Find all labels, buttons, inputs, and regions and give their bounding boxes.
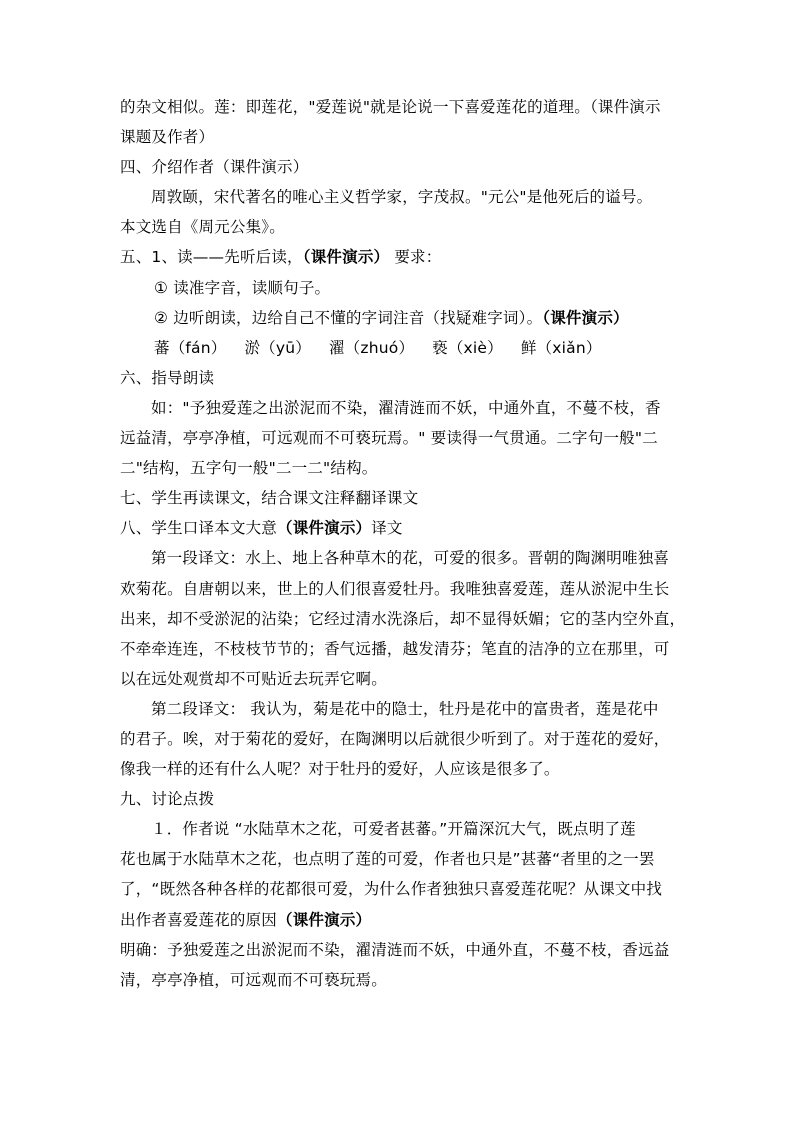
pinyin-word: 蕃（fán） [154,338,227,357]
pinyin-word: 亵（xiè） [432,338,503,357]
pinyin-word: 濯（zhuó） [328,338,415,357]
section-heading [120,242,676,272]
text-line: 周敦颐，宋代著名的唯心主义哲学家，字茂叔。"元公"是他死后的谥号。 [151,188,653,207]
heading-text: 要求： [389,248,442,267]
text-line: 如："予独爱莲之出淤泥而不染，濯清涟而不妖，中通外直，不蔓不枝，香 [151,398,661,417]
pinyin-word: 淤（yū） [244,338,311,357]
text-line: 明确：予独爱莲之出淤泥而不染，濯清涟而不妖，中通外直，不蔓不枝，香远益 [120,940,670,959]
text-line: 欢菊花。自唐朝以来，世上的人们很喜爱牡丹。我唯独喜爱莲，莲从淤泥中生长 [120,579,670,598]
heading-text: 译文 [371,519,403,538]
text-line: 的杂文相似。莲：即莲花，"爱莲说"就是论说一下喜爱莲花的道理。（课件演示 [120,98,661,116]
pinyin-row [120,333,676,363]
text-line: 第一段译文：水上、地上各种草木的花，可爱的很多。晋朝的陶渊明唯独喜 [151,549,670,568]
text-line: 了，“既然各种各样的花都很可爱，为什么作者独独只喜爱莲花呢？从课文中找 [120,880,663,899]
section-heading: 九、讨论点拨 [120,790,215,809]
text-line: 不牵牵连连，不枝枝节节的；香气远播，越发清芬；笔直的洁净的立在那里，可 [120,639,670,658]
text-line: 以在远处观赏却不可贴近去玩弄它啊。 [120,669,387,688]
list-item [120,303,676,333]
section-heading: 四、介绍作者（课件演示） [120,158,309,177]
text-line: 像我一样的还有什么人呢？对于牡丹的爱好，人应该是很多了。 [120,760,560,779]
heading-text: 八、学生口译本文大意 [120,519,278,538]
text-line: 的君子。唉，对于菊花的爱好，在陶渊明以后就很少听到了。对于莲花的爱好， [120,729,670,748]
courseware-tag: （课件演示） [277,519,372,538]
text-line: １．作者说 “水陆草木之花，可爱者甚蕃。”开篇深沉大气，既点明了莲 [151,820,636,839]
text-line: 课题及作者） [120,128,215,147]
courseware-tag: （课件演示） [542,308,629,327]
text-line: 本文选自《周元公集》。 [120,218,285,237]
text-line: 远益清，亭亭净植，可远观而不可亵玩焉。" 要读得一气贯通。二字句一般"二 [120,429,658,448]
text-line: 第二段译文： 我认为，菊是花中的隐士，牡丹是花中的富贵者，莲是花中 [151,699,659,718]
section-heading: 七、学生再读课文，结合课文注释翻译课文 [120,489,419,508]
text-line: 花也属于水陆草木之花，也点明了莲的可爱，作者也只是”甚蕃“者里的之一罢 [120,850,655,869]
courseware-tag: （课件演示） [277,910,372,929]
section-heading: 六、指导朗读 [120,368,215,387]
text-line: 二"结构，五字句一般"二一二"结构。 [120,459,378,478]
text-line: 清，亭亭净植，可远观而不可亵玩焉。 [120,970,387,989]
courseware-tag: （课件演示） [302,248,390,267]
text-line [120,905,676,935]
document-body [120,92,686,995]
section-heading [120,513,676,543]
pinyin-word: 鲜（xiǎn） [520,338,602,357]
heading-text: 五、1、读——先听后读， [120,248,303,267]
item-text: 出作者喜爱莲花的原因 [120,910,278,929]
list-item: ① 读准字音，读顺句子。 [154,278,331,297]
text-line: 出来，却不受淤泥的沾染；它经过清水洗涤后，却不显得妖媚；它的茎内空外直， [120,609,686,628]
item-text: ② 边听朗读，边给自己不懂的字词注音（找疑难字词）。 [154,308,543,327]
